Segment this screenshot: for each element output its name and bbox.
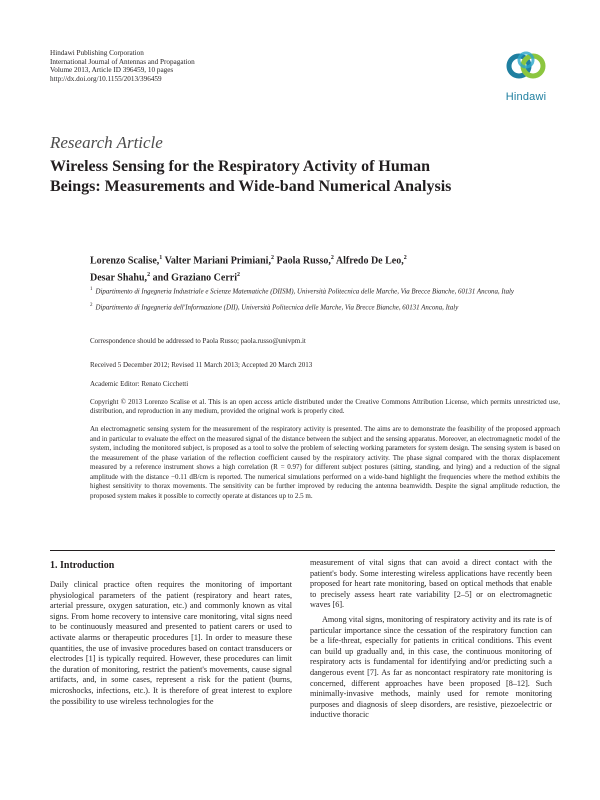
right-column [310, 558, 552, 721]
correspondence: Correspondence should be addressed to Paola Russo; paola.russo@univpm.it [90, 337, 306, 345]
affiliations [90, 285, 550, 313]
copyright-notice: Copyright © 2013 Lorenzo Scalise et al. This is an open access article distributed under the Creative Commons Attribution License, which permits unrestricted use, distribution, and reproduction in any medium, provided the original work is properly cited. [90, 398, 560, 415]
authors-line-1: Lorenzo Scalise,$^1$ Valter Mariani Primiani,$^2$ Paola Russo,$^2$ Alfredo De Leo,$^2$ [90, 255, 407, 267]
paragraph: measurement of vital signs that can avoid a direct contact with the patient's body. Some interesting wireless applications have recently been proposed for heart rate monitoring, based on optical methods that enable to precisely assess heart rate variability [2–5] or on electromagnetic waves [6]. [310, 558, 552, 610]
publication-dates: Received 5 December 2012; Revised 11 March 2013; Accepted 20 March 2013 [90, 361, 313, 369]
volume-info: Volume 2013, Article ID 396459, 10 pages [50, 66, 174, 75]
journal-name: International Journal of Antennas and Propagation [50, 57, 195, 66]
section-label: Research Article [50, 133, 163, 152]
affiliation-1 [90, 285, 550, 297]
authors-line-2: Desar Shahu,$^2$ and Graziano Cerri$^2$ [90, 272, 240, 284]
doi-link[interactable]: http://dx.doi.org/10.1155/2013/396459 [50, 74, 162, 83]
journal-header [50, 49, 195, 83]
paragraph: Daily clinical practice often requires the monitoring of important physiological parameters of the patient (respiratory and heart rates, arterial pressure, oxygen saturation, etc.) and commonly known as vital signs. From home recovery to intensive care monitoring, vital signs need to be continuously measured and presented to patient carers or used to activate alarms or therapeutic procedures [1]. In order to measure these quantities, the use of invasive procedures based on contact transducers or electrodes [1] is typically required. However, these procedures can limit the duration of monitoring, restrict the patient's movements, cause signal artifacts, and, in some cases, represent a risk for the patient (burns, microshocks, infections, etc.). It is therefore of great interest to explore the possibility to use wireless technologies for the [50, 580, 292, 706]
section-divider [50, 550, 555, 551]
left-column [50, 580, 292, 707]
paper-title: Wireless Sensing for the Respiratory Activity of Human Beings: Measurements and Wide-band Numerical Analysis [50, 158, 452, 195]
logo-text: Hindawi [505, 91, 547, 103]
intro-heading: 1. Introduction [50, 560, 115, 571]
academic-editor: Academic Editor: Renato Cicchetti [90, 380, 189, 388]
affiliation-number: 2 [90, 302, 93, 308]
affiliation-number: 1 [90, 287, 93, 292]
abstract: An electromagnetic sensing system for the measurement of the respiratory activity is presented. The aims are to demonstrate the feasibility of the proposed approach and in particular to evaluate the effect on the measured signal of the distance between the subject and the sensing apparatus. Moreover, an electromagnetic model of the system, including the monitored subject, is proposed as a tool to solve the problem of selecting working parameters for system design. The sensing system is based on the measurement of the phase variation of the reflection coefficient caused by the respiratory activity. The phase signal compared with the thorax displacement measured by a reference instrument shows a high correlation (R = 0.97) for different subject postures (sitting, standing, and lying) and a reduction of the signal amplitude with the distance −0.11 dB/cm is reported. The numerical simulations performed on a wide-band highlight the frequencies where the method exhibits the highest sensitivity to thorax movements. The sensitivity can be further improved by reducing the antenna beamwidth. Despite the signal amplitude reduction, the proposed system makes it possible to correctly operate at distances up to 2.5 m. [90, 425, 560, 500]
affiliation-2 [90, 301, 550, 313]
publisher: Hindawi Publishing Corporation [50, 49, 144, 57]
affiliation-text: Dipartimento di Ingegneria Industriale e Scienze Matematiche (DIISM), Università Politecnica delle Marche, Via Brecce Bianche, 60131 Ancona, Italy [95, 288, 514, 296]
paragraph: Among vital signs, monitoring of respiratory activity and its rate is of particular importance since the cessation of the respiratory function can be a life-threat, especially for patients in critical conditions. This event can build up gradually and, in this case, the continuous monitoring of respiratory acts is fundamental for identifying and/or predicting such a dangerous event [7]. As far as noncontact respiratory rate monitoring is concerned, different approaches have been proposed [8–12]. Such minimally-invasive methods, mainly used for remote monitoring purposes and diagnosis of sleep disorders, are resistive, piezoelectric or inductive thoracic [310, 614, 552, 720]
affiliation-text: Dipartimento di Ingegneria dell'Informazione (DII), Università Politecnica delle Marche, Via Brecce Bianche, 60131 Ancona, Italy [95, 304, 459, 312]
author-list [90, 251, 550, 286]
